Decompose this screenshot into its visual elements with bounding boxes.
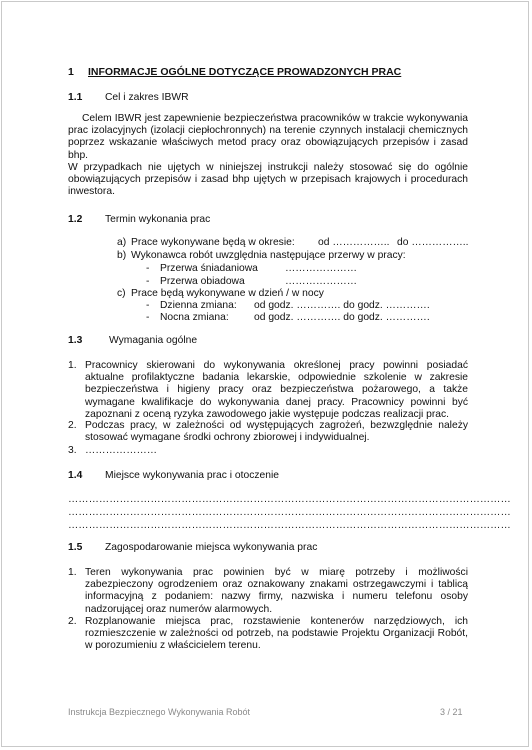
shift-day-value: od godz. …………. do godz. …………. — [254, 300, 430, 311]
site-1-number: 1. — [68, 567, 77, 578]
item-c-text: Prace będą wykonywane w dzień / w nocy — [131, 288, 324, 299]
section-1-4-title: Miejsce wykonywania prac i otoczenie — [105, 470, 279, 481]
section-1-1-number: 1.1 — [68, 92, 83, 103]
item-b-text: Wykonawca robót uwzględnia następujące przerwy w pracy: — [131, 250, 406, 261]
shift-day-label: Dzienna zmiana: — [160, 300, 237, 311]
req-3-text: ………………… — [85, 445, 158, 456]
section-1-number: 1 — [68, 66, 74, 78]
break-2-value: ………………… — [285, 276, 358, 287]
place-line-1: ………………………………………………………………………………………………………………… — [68, 494, 511, 505]
shift-night-value: od godz. …………. do godz. …………. — [254, 312, 430, 323]
break-2-label: Przerwa obiadowa — [160, 276, 245, 287]
section-1-3-title: Wymagania ogólne — [109, 335, 198, 346]
item-c-label: c) — [117, 288, 126, 299]
break-1-label: Przerwa śniadaniowa — [160, 263, 258, 274]
req-2-number: 2. — [68, 420, 77, 431]
req-3-number: 3. — [68, 445, 77, 456]
shift-day-dash: - — [146, 300, 150, 311]
req-2-text: Podczas pracy, w zależności od występujących zagrożeń, bezwzględnie należy stosować wymagane środki ochrony zbiorowej i indywidualnej. — [85, 420, 468, 444]
section-1-1-title: Cel i zakres IBWR — [105, 92, 189, 103]
section-1-1-paragraph-1: Celem IBWR jest zapewnienie bezpieczeństwa pracowników w trakcie wykonywania prac izolacyjnych (izolacji ciepłochronnych) na terenie czynnych instalacji chemicznych poprzez wskazanie właściwych metod pracy oraz obowiązujących przepisów i zasad bhp. — [68, 113, 468, 161]
site-2-number: 2. — [68, 616, 77, 627]
site-1-text: Teren wykonywania prac powinien być w miarę potrzeby i możliwości zabezpieczony ogrodzeniem oraz oznakowany znakami ostrzegawczymi i tablicą informacyjną z podaniem: nazwy firmy, nazwiska i numeru telefonu osoby nadzorującej oraz numerów alarmowych. — [85, 567, 468, 615]
place-line-3: ………………………………………………………………………………………………………………… — [68, 520, 511, 531]
section-1-5-title: Zagospodarowanie miejsca wykonywania prac — [105, 542, 318, 553]
site-2-text: Rozplanowanie miejsca prac, rozstawienie kontenerów narzędziowych, ich rozmieszczenie w zależności od potrzeb, na podstawie Projektu Organizacji Robót, w porozumieniu z właścicielem terenu. — [85, 616, 468, 652]
section-1-2-title: Termin wykonania prac — [105, 214, 211, 225]
break-1-dash: - — [146, 263, 150, 274]
break-2-dash: - — [146, 276, 150, 287]
footer-title: Instrukcja Bezpiecznego Wykonywania Robót — [68, 707, 251, 717]
item-a-label: a) — [117, 237, 127, 248]
section-1-2-number: 1.2 — [68, 214, 83, 225]
section-1-1-paragraph-2: W przypadkach nie ujętych w niniejszej instrukcji należy stosować się do ogólnie obowiązujących przepisów i zasad bhp ujętych w przepisach krajowych i procedurach inwestora. — [68, 162, 468, 198]
req-1-number: 1. — [68, 360, 77, 371]
footer-page-number: 3 / 21 — [440, 707, 463, 717]
shift-night-dash: - — [146, 312, 150, 323]
item-a-from: od …………….. — [318, 237, 390, 248]
place-line-2: ………………………………………………………………………………………………………………… — [68, 507, 511, 518]
section-1-4-number: 1.4 — [68, 470, 83, 481]
item-b-label: b) — [117, 250, 127, 261]
section-1-title: INFORMACJE OGÓLNE DOTYCZĄCE PROWADZONYCH PRAC — [88, 66, 402, 78]
item-a-text: Prace wykonywane będą w okresie: — [131, 237, 295, 248]
section-1-5-number: 1.5 — [68, 542, 83, 553]
shift-night-label: Nocna zmiana: — [160, 312, 229, 323]
section-1-3-number: 1.3 — [68, 335, 83, 346]
break-1-value: ………………… — [285, 263, 358, 274]
req-1-text: Pracownicy skierowani do wykonywania określonej pracy powinni posiadać aktualne profilaktyczne badania lekarskie, odpowiednie szkolenie w zakresie bezpieczeństwa i higieny pracy oraz bezpieczeństwa pożarowego, a także wymagane kwalifikacje do wykonywania danej pracy. Pracownicy powinni być zapoznani z oceną ryzyka zawodowego jakie występuje podczas realizacji prac. — [85, 360, 468, 420]
item-a-to: do …………….. — [397, 237, 469, 248]
